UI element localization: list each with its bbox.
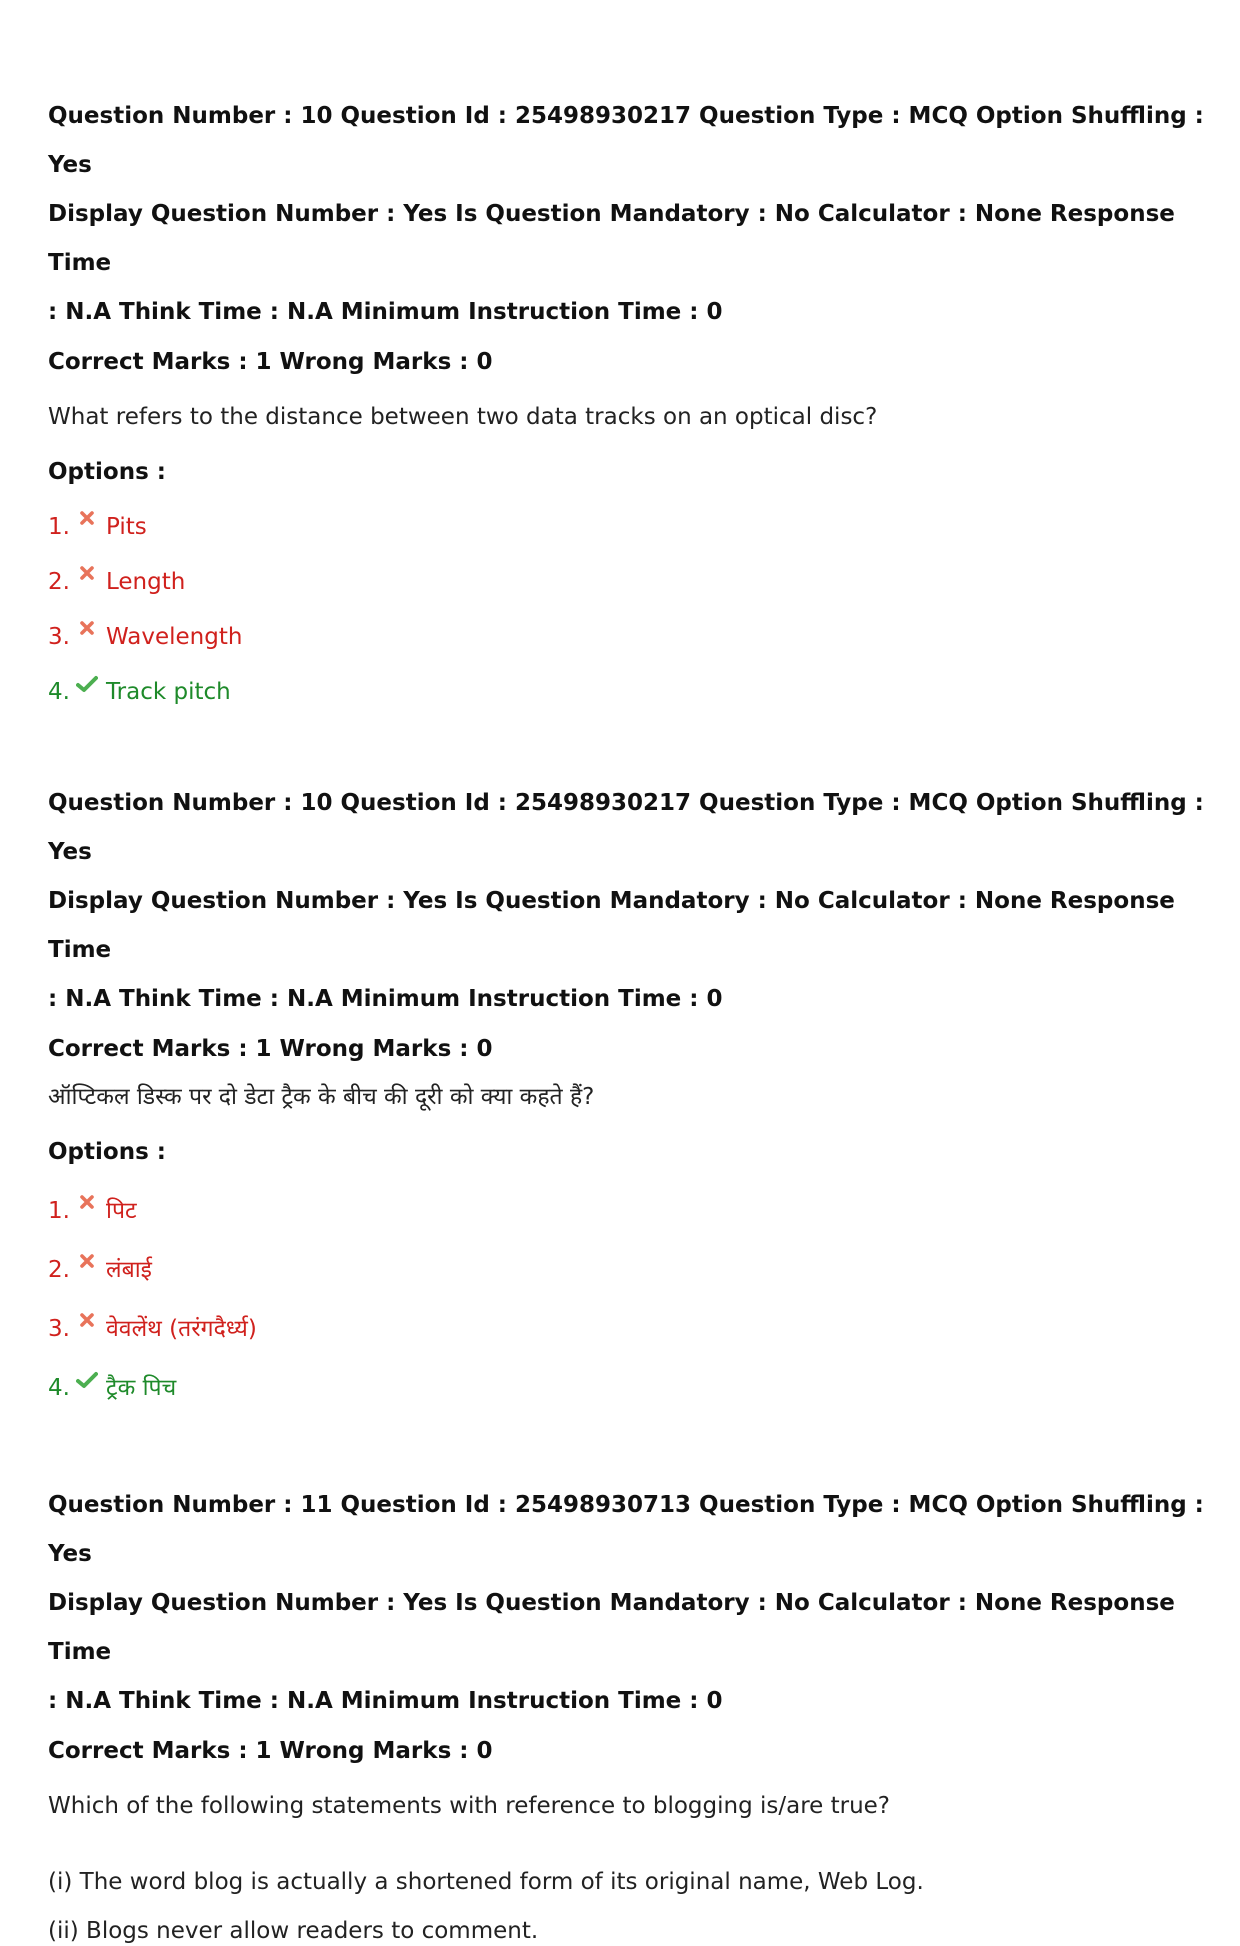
option-number: 1. <box>48 1198 70 1224</box>
question-meta-line: Display Question Number : Yes Is Question Mandatory : No Calculator : None Response Time <box>48 201 1175 276</box>
blank-line <box>48 1821 1208 1867</box>
check-icon <box>76 675 98 697</box>
question-block-q10-english <box>48 92 1208 707</box>
option-item <box>48 1196 1208 1226</box>
question-marks: Correct Marks : 1 Wrong Marks : 0 <box>48 349 493 375</box>
option-number: 2. <box>48 1257 70 1283</box>
option-label: ट्रैक पिच <box>106 1375 177 1401</box>
question-meta-line: Question Number : 10 Question Id : 25498930217 Question Type : MCQ Option Shuffling : Yes <box>48 790 1204 865</box>
cross-icon <box>76 1312 98 1334</box>
option-label: Length <box>106 569 186 595</box>
option-label: Wavelength <box>106 624 243 650</box>
cross-icon <box>76 1194 98 1216</box>
question-meta-line: Question Number : 11 Question Id : 25498930713 Question Type : MCQ Option Shuffling : Yes <box>48 1492 1204 1567</box>
options-list <box>48 512 1208 707</box>
option-item <box>48 1314 1208 1344</box>
options-label: Options : <box>48 459 166 485</box>
question-meta-line: : N.A Think Time : N.A Minimum Instruction Time : 0 <box>48 299 723 325</box>
option-number: 2. <box>48 569 70 595</box>
option-number: 3. <box>48 1316 70 1342</box>
question-block-q11-english <box>48 1481 1208 1946</box>
statement-line: (ii) Blogs never allow readers to comment. <box>48 1918 539 1944</box>
option-number: 4. <box>48 679 70 705</box>
option-item <box>48 567 1208 597</box>
option-item-correct <box>48 677 1208 707</box>
option-item <box>48 1255 1208 1285</box>
question-meta-line: : N.A Think Time : N.A Minimum Instruction Time : 0 <box>48 986 723 1012</box>
question-marks: Correct Marks : 1 Wrong Marks : 0 <box>48 1036 493 1062</box>
option-label: पिट <box>106 1198 137 1224</box>
option-item-correct <box>48 1373 1208 1403</box>
question-meta-line: Display Question Number : Yes Is Question Mandatory : No Calculator : None Response Time <box>48 1590 1175 1665</box>
options-label: Options : <box>48 1139 166 1165</box>
cross-icon <box>76 620 98 642</box>
check-icon <box>76 1371 98 1393</box>
options-list <box>48 1196 1208 1403</box>
option-item <box>48 622 1208 652</box>
question-block-q10-hindi <box>48 779 1208 1403</box>
cross-icon <box>76 510 98 532</box>
question-marks: Correct Marks : 1 Wrong Marks : 0 <box>48 1738 493 1764</box>
option-label: वेवलेंथ (तरंगदैर्ध्य) <box>106 1316 257 1342</box>
question-text: What refers to the distance between two data tracks on an optical disc? <box>48 404 878 430</box>
statement-line: (i) The word blog is actually a shortened form of its original name, Web Log. <box>48 1869 924 1895</box>
section-spacer <box>48 1403 1208 1481</box>
option-label: Track pitch <box>106 679 231 705</box>
question-meta-line: Display Question Number : Yes Is Question Mandatory : No Calculator : None Response Time <box>48 888 1175 963</box>
cross-icon <box>76 1253 98 1275</box>
section-spacer <box>48 707 1208 779</box>
question-meta-line: Question Number : 10 Question Id : 25498930217 Question Type : MCQ Option Shuffling : Yes <box>48 103 1204 178</box>
question-text: ऑप्टिकल डिस्क पर दो डेटा ट्रैक के बीच की दूरी को क्या कहते हैं? <box>48 1084 595 1110</box>
question-text: Which of the following statements with reference to blogging is/are true? <box>48 1793 891 1819</box>
question-meta-line: : N.A Think Time : N.A Minimum Instruction Time : 0 <box>48 1688 723 1714</box>
option-number: 4. <box>48 1375 70 1401</box>
option-number: 1. <box>48 514 70 540</box>
cross-icon <box>76 565 98 587</box>
option-item <box>48 512 1208 542</box>
answer-key-page <box>48 92 1208 1946</box>
option-number: 3. <box>48 624 70 650</box>
option-label: लंबाई <box>106 1257 152 1283</box>
option-label: Pits <box>106 514 147 540</box>
